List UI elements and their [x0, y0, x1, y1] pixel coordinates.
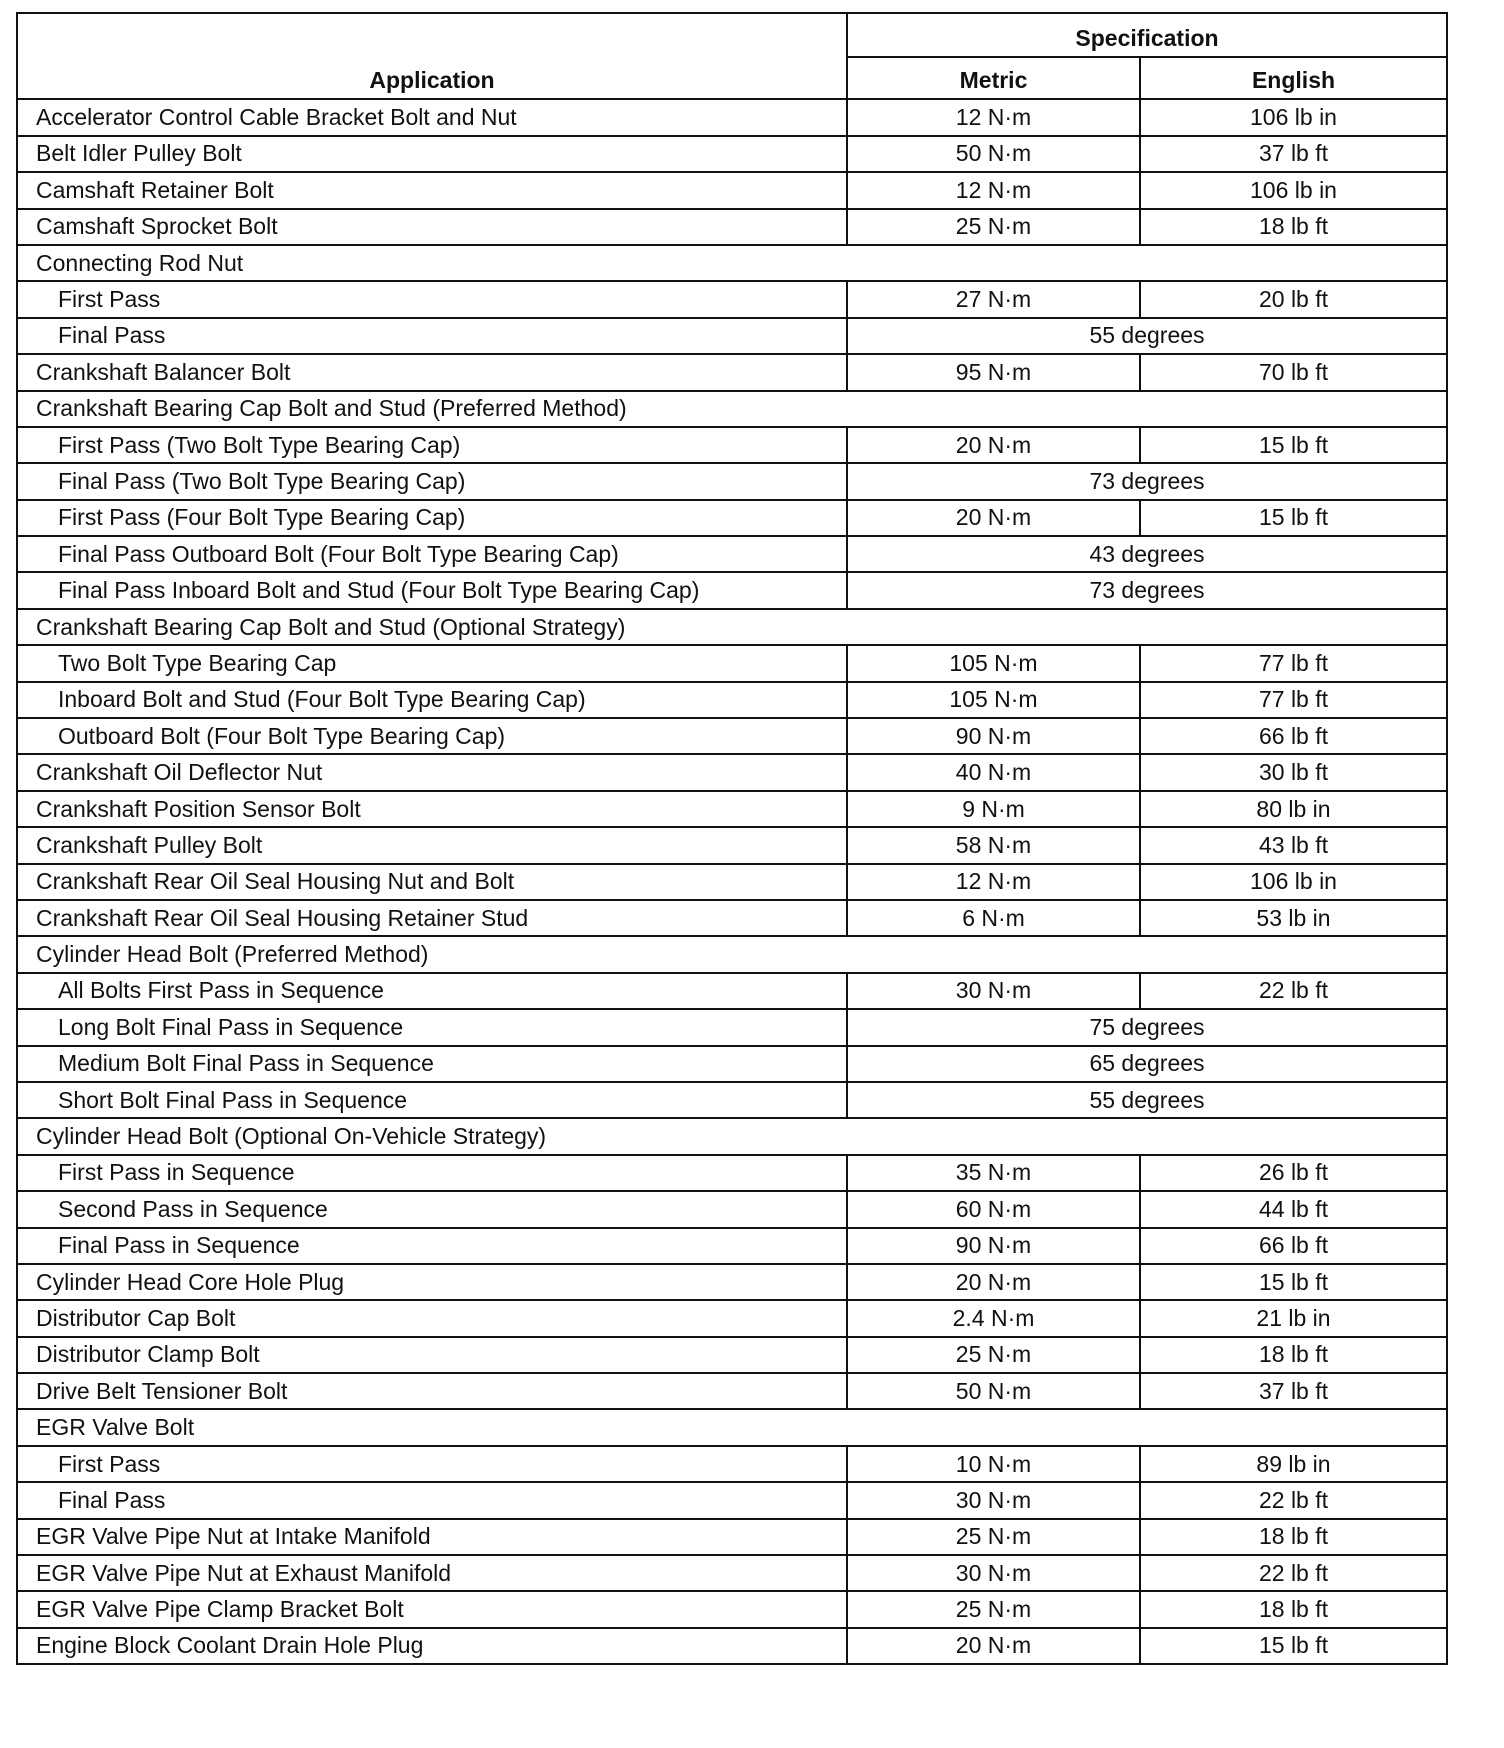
angle-spec-cell: 55 degrees: [847, 318, 1447, 354]
english-cell: 15 lb ft: [1140, 500, 1447, 536]
metric-cell: 30 N·m: [847, 1482, 1140, 1518]
metric-cell: 12 N·m: [847, 99, 1140, 135]
application-cell: Camshaft Retainer Bolt: [17, 172, 847, 208]
table-group-row: [17, 936, 1447, 972]
metric-cell: 60 N·m: [847, 1191, 1140, 1227]
metric-cell: 95 N·m: [847, 354, 1140, 390]
english-cell: 77 lb ft: [1140, 645, 1447, 681]
application-cell: Long Bolt Final Pass in Sequence: [17, 1009, 847, 1045]
table-row: [17, 1555, 1447, 1591]
table-row: [17, 281, 1447, 317]
application-cell: Cylinder Head Core Hole Plug: [17, 1264, 847, 1300]
application-cell: First Pass (Two Bolt Type Bearing Cap): [17, 427, 847, 463]
application-cell: Distributor Clamp Bolt: [17, 1337, 847, 1373]
table-group-row: [17, 1409, 1447, 1445]
metric-cell: 12 N·m: [847, 172, 1140, 208]
table-row: [17, 172, 1447, 208]
metric-cell: 25 N·m: [847, 1337, 1140, 1373]
english-cell: 18 lb ft: [1140, 209, 1447, 245]
application-cell: First Pass: [17, 281, 847, 317]
application-cell: Engine Block Coolant Drain Hole Plug: [17, 1628, 847, 1664]
table-row: [17, 827, 1447, 863]
table-row: [17, 318, 1447, 354]
english-cell: 70 lb ft: [1140, 354, 1447, 390]
table-header: [17, 13, 1447, 99]
angle-spec-cell: 75 degrees: [847, 1009, 1447, 1045]
metric-cell: 105 N·m: [847, 682, 1140, 718]
table-row: [17, 864, 1447, 900]
table-group-row: [17, 391, 1447, 427]
metric-cell: 30 N·m: [847, 1555, 1140, 1591]
table-group-row: [17, 1118, 1447, 1154]
application-cell: Distributor Cap Bolt: [17, 1300, 847, 1336]
table-row: [17, 754, 1447, 790]
application-cell: Accelerator Control Cable Bracket Bolt and Nut: [17, 99, 847, 135]
specification-header: Specification: [847, 13, 1447, 57]
application-cell: Outboard Bolt (Four Bolt Type Bearing Cap): [17, 718, 847, 754]
english-cell: 89 lb in: [1140, 1446, 1447, 1482]
table-row: [17, 500, 1447, 536]
application-cell: Final Pass: [17, 1482, 847, 1518]
english-cell: 37 lb ft: [1140, 136, 1447, 172]
application-cell: Connecting Rod Nut: [17, 245, 1447, 281]
application-cell: All Bolts First Pass in Sequence: [17, 973, 847, 1009]
english-cell: 18 lb ft: [1140, 1337, 1447, 1373]
application-cell: Crankshaft Bearing Cap Bolt and Stud (Preferred Method): [17, 391, 1447, 427]
table-row: [17, 900, 1447, 936]
table-row: [17, 1519, 1447, 1555]
english-header: English: [1140, 57, 1447, 99]
table-row: [17, 1591, 1447, 1627]
metric-cell: 90 N·m: [847, 718, 1140, 754]
metric-cell: 25 N·m: [847, 1519, 1140, 1555]
application-cell: Crankshaft Oil Deflector Nut: [17, 754, 847, 790]
application-cell: Final Pass Inboard Bolt and Stud (Four Bolt Type Bearing Cap): [17, 572, 847, 608]
application-cell: Final Pass in Sequence: [17, 1228, 847, 1264]
table-body: [17, 99, 1447, 1664]
application-cell: First Pass in Sequence: [17, 1155, 847, 1191]
application-cell: EGR Valve Pipe Nut at Intake Manifold: [17, 1519, 847, 1555]
table-row: [17, 1046, 1447, 1082]
english-cell: 22 lb ft: [1140, 973, 1447, 1009]
table-group-row: [17, 609, 1447, 645]
english-cell: 66 lb ft: [1140, 718, 1447, 754]
metric-cell: 20 N·m: [847, 1264, 1140, 1300]
metric-cell: 40 N·m: [847, 754, 1140, 790]
metric-cell: 25 N·m: [847, 1591, 1140, 1627]
torque-spec-table: [16, 12, 1448, 1665]
table-row: [17, 1009, 1447, 1045]
table-row: [17, 1373, 1447, 1409]
english-cell: 15 lb ft: [1140, 1628, 1447, 1664]
english-cell: 22 lb ft: [1140, 1555, 1447, 1591]
application-cell: Cylinder Head Bolt (Optional On-Vehicle Strategy): [17, 1118, 1447, 1154]
application-cell: Final Pass: [17, 318, 847, 354]
metric-cell: 25 N·m: [847, 209, 1140, 245]
english-cell: 106 lb in: [1140, 99, 1447, 135]
application-cell: Crankshaft Balancer Bolt: [17, 354, 847, 390]
table-row: [17, 209, 1447, 245]
metric-cell: 2.4 N·m: [847, 1300, 1140, 1336]
table-row: [17, 463, 1447, 499]
table-row: [17, 1628, 1447, 1664]
application-cell: Cylinder Head Bolt (Preferred Method): [17, 936, 1447, 972]
metric-cell: 20 N·m: [847, 427, 1140, 463]
metric-cell: 12 N·m: [847, 864, 1140, 900]
table-row: [17, 1082, 1447, 1118]
metric-cell: 58 N·m: [847, 827, 1140, 863]
table-row: [17, 791, 1447, 827]
application-cell: Crankshaft Position Sensor Bolt: [17, 791, 847, 827]
table-row: [17, 1337, 1447, 1373]
metric-cell: 9 N·m: [847, 791, 1140, 827]
table-row: [17, 1446, 1447, 1482]
english-cell: 26 lb ft: [1140, 1155, 1447, 1191]
angle-spec-cell: 55 degrees: [847, 1082, 1447, 1118]
metric-cell: 20 N·m: [847, 500, 1140, 536]
application-cell: Crankshaft Pulley Bolt: [17, 827, 847, 863]
application-cell: Medium Bolt Final Pass in Sequence: [17, 1046, 847, 1082]
application-cell: Crankshaft Bearing Cap Bolt and Stud (Optional Strategy): [17, 609, 1447, 645]
metric-cell: 6 N·m: [847, 900, 1140, 936]
english-cell: 30 lb ft: [1140, 754, 1447, 790]
table-row: [17, 682, 1447, 718]
table-group-row: [17, 245, 1447, 281]
angle-spec-cell: 73 degrees: [847, 572, 1447, 608]
english-cell: 22 lb ft: [1140, 1482, 1447, 1518]
application-cell: EGR Valve Pipe Clamp Bracket Bolt: [17, 1591, 847, 1627]
metric-cell: 35 N·m: [847, 1155, 1140, 1191]
english-cell: 77 lb ft: [1140, 682, 1447, 718]
english-cell: 21 lb in: [1140, 1300, 1447, 1336]
table-row: [17, 354, 1447, 390]
table-row: [17, 1228, 1447, 1264]
english-cell: 66 lb ft: [1140, 1228, 1447, 1264]
english-cell: 18 lb ft: [1140, 1591, 1447, 1627]
table-row: [17, 1264, 1447, 1300]
application-cell: Final Pass Outboard Bolt (Four Bolt Type Bearing Cap): [17, 536, 847, 572]
application-header: Application: [17, 13, 847, 99]
english-cell: 37 lb ft: [1140, 1373, 1447, 1409]
application-cell: EGR Valve Bolt: [17, 1409, 1447, 1445]
angle-spec-cell: 65 degrees: [847, 1046, 1447, 1082]
english-cell: 15 lb ft: [1140, 1264, 1447, 1300]
table-row: [17, 136, 1447, 172]
application-cell: Second Pass in Sequence: [17, 1191, 847, 1227]
torque-spec-table-container: [16, 12, 1446, 1665]
english-cell: 18 lb ft: [1140, 1519, 1447, 1555]
table-row: [17, 718, 1447, 754]
angle-spec-cell: 73 degrees: [847, 463, 1447, 499]
table-row: [17, 645, 1447, 681]
application-cell: Crankshaft Rear Oil Seal Housing Retainer Stud: [17, 900, 847, 936]
metric-cell: 30 N·m: [847, 973, 1140, 1009]
application-cell: Drive Belt Tensioner Bolt: [17, 1373, 847, 1409]
table-row: [17, 973, 1447, 1009]
table-row: [17, 572, 1447, 608]
english-cell: 15 lb ft: [1140, 427, 1447, 463]
english-cell: 44 lb ft: [1140, 1191, 1447, 1227]
application-cell: Crankshaft Rear Oil Seal Housing Nut and Bolt: [17, 864, 847, 900]
table-row: [17, 1300, 1447, 1336]
application-cell: Final Pass (Two Bolt Type Bearing Cap): [17, 463, 847, 499]
english-cell: 106 lb in: [1140, 864, 1447, 900]
header-row-top: [17, 13, 1447, 57]
application-cell: Two Bolt Type Bearing Cap: [17, 645, 847, 681]
metric-cell: 105 N·m: [847, 645, 1140, 681]
metric-cell: 20 N·m: [847, 1628, 1140, 1664]
table-row: [17, 1482, 1447, 1518]
application-cell: Inboard Bolt and Stud (Four Bolt Type Bearing Cap): [17, 682, 847, 718]
application-cell: First Pass: [17, 1446, 847, 1482]
english-cell: 20 lb ft: [1140, 281, 1447, 317]
metric-cell: 50 N·m: [847, 136, 1140, 172]
table-row: [17, 1191, 1447, 1227]
application-cell: First Pass (Four Bolt Type Bearing Cap): [17, 500, 847, 536]
table-row: [17, 427, 1447, 463]
english-cell: 53 lb in: [1140, 900, 1447, 936]
table-row: [17, 99, 1447, 135]
angle-spec-cell: 43 degrees: [847, 536, 1447, 572]
english-cell: 80 lb in: [1140, 791, 1447, 827]
metric-cell: 50 N·m: [847, 1373, 1140, 1409]
metric-cell: 90 N·m: [847, 1228, 1140, 1264]
application-cell: EGR Valve Pipe Nut at Exhaust Manifold: [17, 1555, 847, 1591]
english-cell: 43 lb ft: [1140, 827, 1447, 863]
table-row: [17, 536, 1447, 572]
application-cell: Belt Idler Pulley Bolt: [17, 136, 847, 172]
table-row: [17, 1155, 1447, 1191]
application-cell: Short Bolt Final Pass in Sequence: [17, 1082, 847, 1118]
metric-cell: 10 N·m: [847, 1446, 1140, 1482]
metric-cell: 27 N·m: [847, 281, 1140, 317]
english-cell: 106 lb in: [1140, 172, 1447, 208]
application-cell: Camshaft Sprocket Bolt: [17, 209, 847, 245]
metric-header: Metric: [847, 57, 1140, 99]
